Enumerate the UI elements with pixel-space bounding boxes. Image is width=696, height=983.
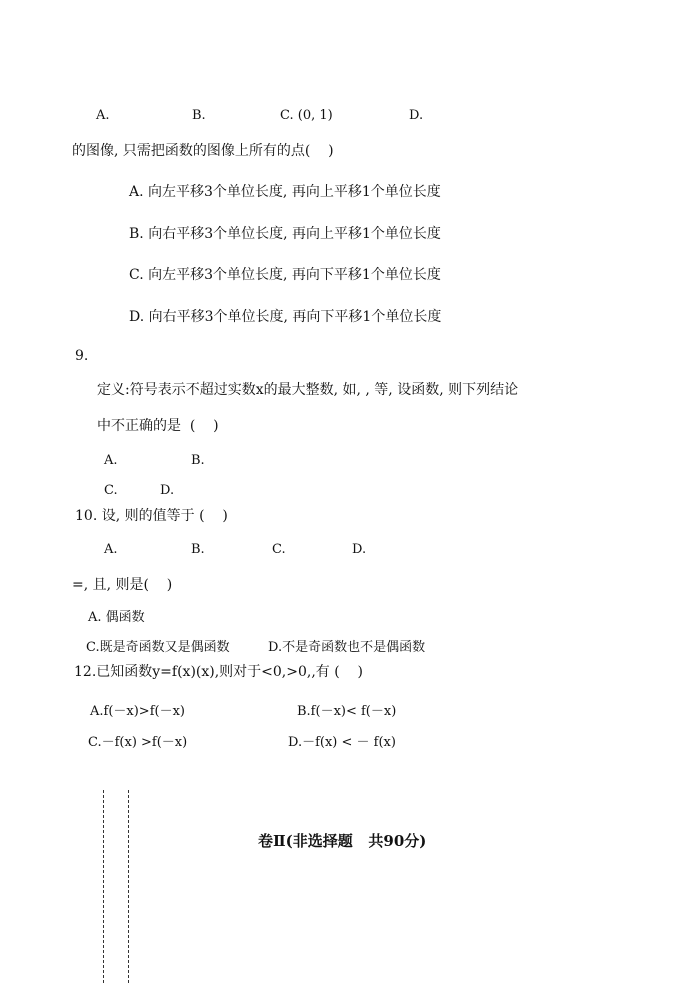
q9-option-b: B. <box>191 453 205 468</box>
section-title: 卷Ⅱ(非选择题 共90分) <box>258 832 427 850</box>
q12-stem: 12.已知函数y=f(x)(x),则对于<0,>0,,有 ( ) <box>74 664 363 680</box>
q9-stem-line1: 定义:符号表示不超过实数x的最大整数, 如, , 等, 设函数, 则下列结论 <box>97 382 519 398</box>
q8-stem: 的图像, 只需把函数的图像上所有的点( ) <box>72 143 334 159</box>
q12-option-b: B.f(－x)< f(－x) <box>297 704 397 719</box>
q9-option-c: C. <box>104 483 118 498</box>
q10-option-c: C. <box>272 542 286 557</box>
q7-option-a: A. <box>96 108 110 123</box>
q8-option-b: B. 向右平移3个单位长度, 再向上平移1个单位长度 <box>129 226 441 242</box>
q10-option-a: A. <box>104 542 118 557</box>
q11-stem: =, 且, 则是( ) <box>72 577 173 593</box>
q9-number: 9. <box>75 348 89 364</box>
q11-option-d: D.不是奇函数也不是偶函数 <box>268 640 426 655</box>
binding-line-left <box>103 790 104 983</box>
q9-stem-line2: 中不正确的是 ( ) <box>97 418 219 434</box>
q7-option-d: D. <box>409 108 424 123</box>
q11-option-c: C.既是奇函数又是偶函数 <box>86 640 230 655</box>
q7-option-b: B. <box>192 108 206 123</box>
q10-option-d: D. <box>352 542 367 557</box>
q12-option-d: D.－f(x) < － f(x) <box>288 735 396 750</box>
q11-option-a: A. 偶函数 <box>88 610 145 625</box>
q8-option-a: A. 向左平移3个单位长度, 再向上平移1个单位长度 <box>129 184 441 200</box>
q8-option-d: D. 向右平移3个单位长度, 再向下平移1个单位长度 <box>129 309 442 325</box>
q8-option-c: C. 向左平移3个单位长度, 再向下平移1个单位长度 <box>129 267 441 283</box>
q10-stem: 10. 设, 则的值等于 ( ) <box>75 508 228 524</box>
q9-option-d: D. <box>160 483 175 498</box>
q10-option-b: B. <box>191 542 205 557</box>
q7-option-c: C. (0, 1) <box>280 108 333 123</box>
q12-option-a: A.f(－x)>f(－x) <box>90 704 185 719</box>
q12-option-c: C.－f(x) >f(－x) <box>88 735 188 750</box>
binding-line-right <box>128 790 129 983</box>
q9-option-a: A. <box>104 453 118 468</box>
